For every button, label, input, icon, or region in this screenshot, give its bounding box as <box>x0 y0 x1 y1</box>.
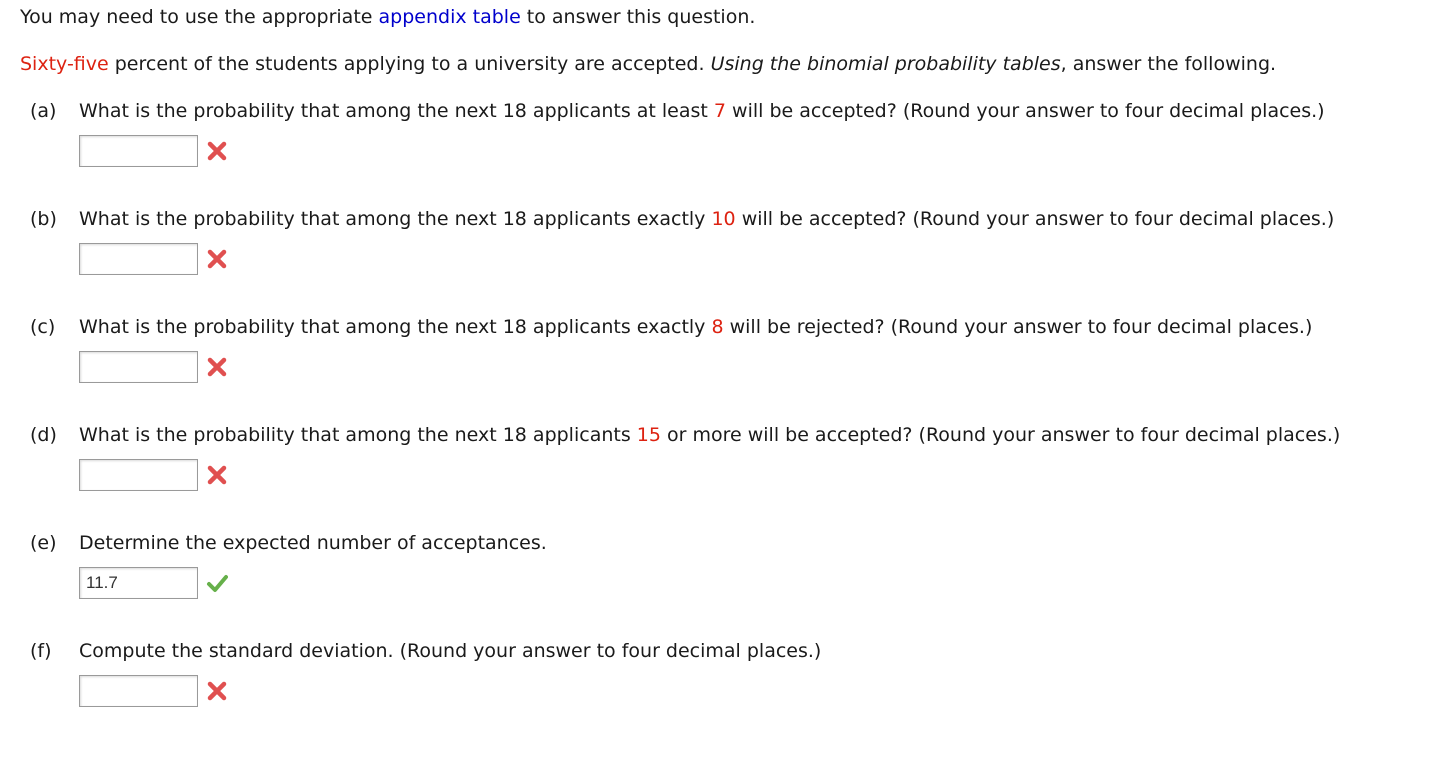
answer-input-f[interactable] <box>79 675 198 707</box>
question-part-a <box>30 100 1325 122</box>
question-text: Determine the expected number of acceptances. <box>79 532 547 554</box>
question-text-post: will be accepted? (Round your answer to four decimal places.) <box>735 208 1335 230</box>
incorrect-x-icon <box>206 356 228 378</box>
question-text-post: or more will be accepted? (Round your answer to four decimal places.) <box>660 424 1341 446</box>
instructions-text-pre: You may need to use the appropriate <box>20 6 379 28</box>
question-highlight: 10 <box>711 208 736 230</box>
question-text: What is the probability that among the next 18 applicants at least <box>79 100 714 122</box>
answer-input-e[interactable] <box>79 567 198 599</box>
answer-input-c[interactable] <box>79 351 198 383</box>
appendix-table-link[interactable]: appendix table <box>378 6 521 28</box>
answer-row-b <box>79 243 228 275</box>
correct-check-icon <box>206 572 228 594</box>
answer-input-a[interactable] <box>79 135 198 167</box>
question-part-c <box>30 316 1312 338</box>
part-label: (f) <box>30 640 52 662</box>
question-text: What is the probability that among the next 18 applicants exactly <box>79 208 712 230</box>
question-part-d <box>30 424 1340 446</box>
question-highlight: 8 <box>711 316 724 338</box>
premise-italic: Using the binomial probability tables <box>710 53 1061 75</box>
question-text: What is the probability that among the next 18 applicants <box>79 424 637 446</box>
question-part-b <box>30 208 1334 230</box>
answer-row-a <box>79 135 228 167</box>
premise-text: percent of the students applying to a university are accepted. <box>108 53 711 75</box>
answer-row-d <box>79 459 228 491</box>
part-label: (e) <box>30 532 57 554</box>
part-label: (b) <box>30 208 57 230</box>
question-text-post: will be rejected? (Round your answer to four decimal places.) <box>723 316 1313 338</box>
incorrect-x-icon <box>206 464 228 486</box>
incorrect-x-icon <box>206 680 228 702</box>
question-part-f <box>30 640 821 662</box>
premise-highlight: Sixty-five <box>20 53 109 75</box>
part-label: (a) <box>30 100 57 122</box>
answer-row-e <box>79 567 228 599</box>
incorrect-x-icon <box>206 140 228 162</box>
question-highlight: 15 <box>636 424 661 446</box>
problem-premise <box>20 53 1276 75</box>
answer-row-f <box>79 675 228 707</box>
answer-row-c <box>79 351 228 383</box>
question-text-post: will be accepted? (Round your answer to four decimal places.) <box>726 100 1325 122</box>
part-label: (d) <box>30 424 57 446</box>
part-label: (c) <box>30 316 56 338</box>
question-part-e <box>30 532 547 554</box>
premise-text-post: , answer the following. <box>1060 53 1277 75</box>
question-text: Compute the standard deviation. (Round your answer to four decimal places.) <box>79 640 822 662</box>
instructions-line <box>20 6 755 28</box>
answer-input-d[interactable] <box>79 459 198 491</box>
answer-input-b[interactable] <box>79 243 198 275</box>
incorrect-x-icon <box>206 248 228 270</box>
question-text: What is the probability that among the next 18 applicants exactly <box>79 316 712 338</box>
question-highlight: 7 <box>713 100 726 122</box>
instructions-text-post: to answer this question. <box>520 6 756 28</box>
